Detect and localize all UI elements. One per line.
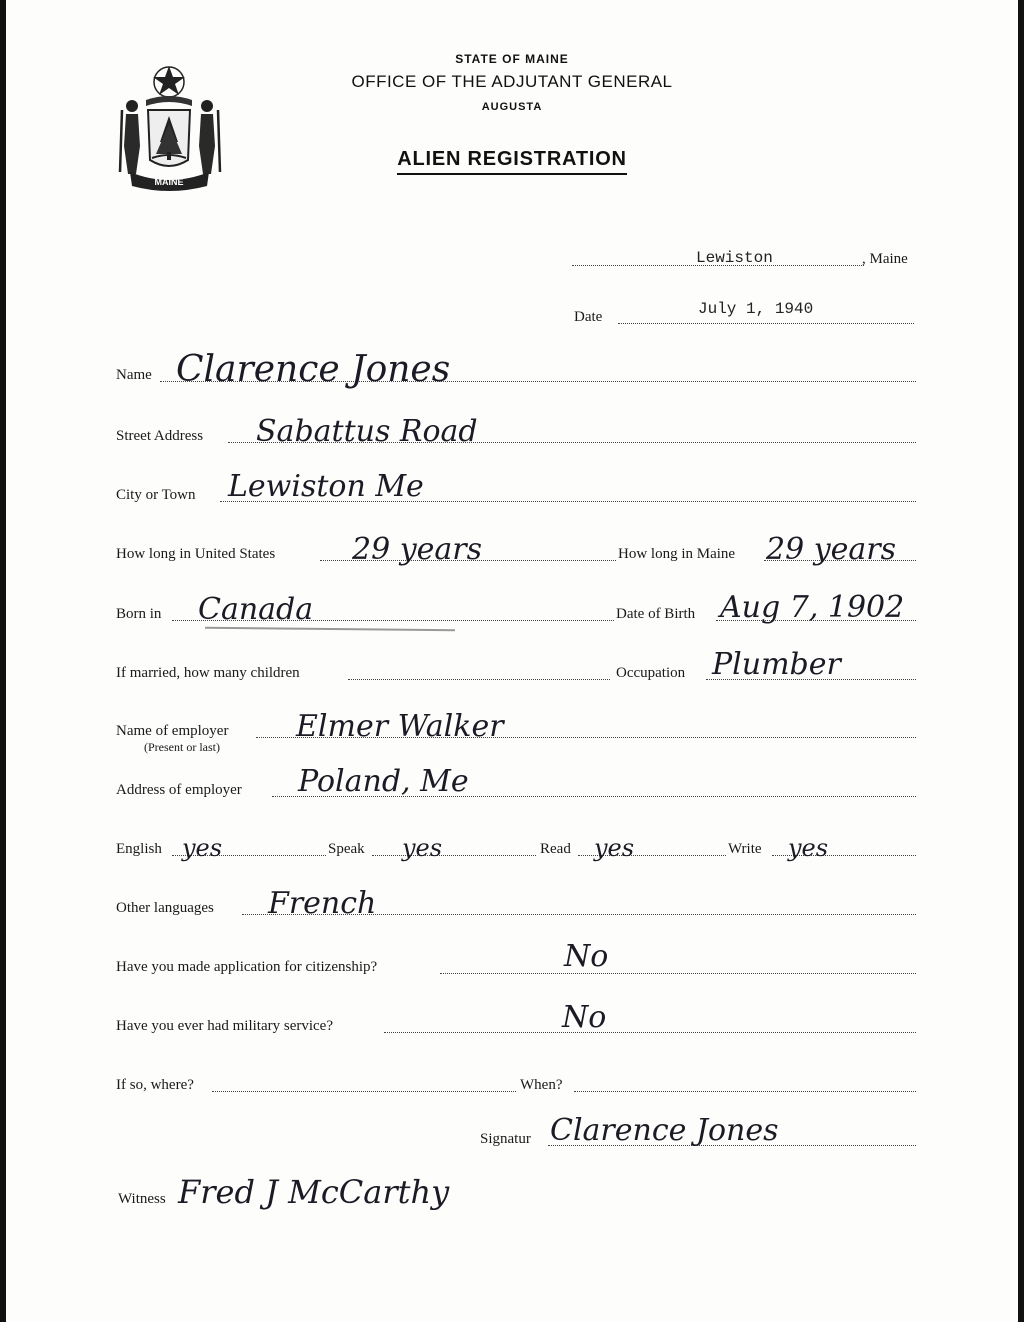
maine-duration-label: How long in Maine xyxy=(618,546,736,562)
street-row xyxy=(116,409,916,449)
witness-row xyxy=(118,1172,538,1212)
city-heading: AUGUSTA xyxy=(481,101,543,113)
born-label: Born in xyxy=(116,606,162,622)
scan-edge-left xyxy=(0,0,6,1322)
english-value: yes xyxy=(182,834,223,862)
employer-row xyxy=(116,704,916,744)
street-value: Sabattus Road xyxy=(256,414,478,449)
signature-label: Signatur xyxy=(480,1131,531,1147)
children-label: If married, how many children xyxy=(116,665,300,681)
speak-label: Speak xyxy=(328,841,365,857)
other-languages-row xyxy=(116,881,916,921)
name-value: Clarence Jones xyxy=(176,349,451,390)
occupation-value: Plumber xyxy=(712,647,841,682)
other-languages-label: Other languages xyxy=(116,900,214,916)
signature-value: Clarence Jones xyxy=(550,1113,779,1148)
maine-duration-value: 29 years xyxy=(766,532,897,567)
citizenship-row xyxy=(116,940,916,980)
where-label: If so, where? xyxy=(116,1077,194,1093)
children-occupation-row xyxy=(116,646,916,686)
employer-address-row xyxy=(116,763,916,803)
date-value: July 1, 1940 xyxy=(698,300,814,318)
town-value: Lewiston xyxy=(696,249,773,267)
write-label: Write xyxy=(728,841,762,857)
witness-value: Fred J McCarthy xyxy=(178,1173,450,1211)
form-title: ALIEN REGISTRATION xyxy=(0,148,1024,171)
witness-label: Witness xyxy=(118,1191,166,1207)
citizenship-label: Have you made application for citizenship? xyxy=(116,959,378,975)
speak-value: yes xyxy=(402,834,443,862)
military-label: Have you ever had military service? xyxy=(116,1018,333,1034)
employer-address-value: Poland, Me xyxy=(298,764,469,799)
military-row xyxy=(116,999,916,1039)
office-heading: OFFICE OF THE ADJUTANT GENERAL xyxy=(351,72,673,91)
employer-sub-label: (Present or last) xyxy=(144,740,220,754)
city-value: Lewiston Me xyxy=(228,469,424,504)
born-value: Canada xyxy=(198,592,314,627)
read-value: yes xyxy=(594,834,635,862)
read-label: Read xyxy=(540,841,571,857)
date-label: Date xyxy=(574,309,603,325)
seal-banner-text: MAINE xyxy=(154,177,184,187)
city-row xyxy=(116,468,916,508)
town-row xyxy=(570,232,930,272)
employer-value: Elmer Walker xyxy=(296,709,504,744)
us-duration-value: 29 years xyxy=(352,532,483,567)
signature-row xyxy=(480,1112,916,1152)
write-value: yes xyxy=(788,834,829,862)
dob-value: Aug 7, 1902 xyxy=(720,590,905,625)
other-languages-value: French xyxy=(268,886,377,921)
english-label: English xyxy=(116,841,162,857)
born-underline xyxy=(205,627,455,632)
scan-edge-right xyxy=(1018,0,1024,1322)
city-label: City or Town xyxy=(116,487,196,503)
birth-row xyxy=(116,587,916,627)
dob-label: Date of Birth xyxy=(616,606,696,622)
employer-label: Name of employer xyxy=(116,723,229,739)
citizenship-value: No xyxy=(564,939,609,974)
date-row xyxy=(574,290,919,330)
when-label: When? xyxy=(520,1077,563,1093)
military-value: No xyxy=(562,1000,607,1035)
occupation-label: Occupation xyxy=(616,665,686,681)
employer-address-label: Address of employer xyxy=(116,782,242,798)
residency-row xyxy=(116,527,916,567)
street-label: Street Address xyxy=(116,428,204,444)
language-row xyxy=(116,822,916,862)
name-row xyxy=(116,348,916,388)
state-heading: STATE OF MAINE xyxy=(455,52,569,66)
name-label: Name xyxy=(116,367,152,383)
us-duration-label: How long in United States xyxy=(116,546,276,562)
service-where-when-row xyxy=(116,1058,916,1098)
maine-label: , Maine xyxy=(862,251,908,267)
